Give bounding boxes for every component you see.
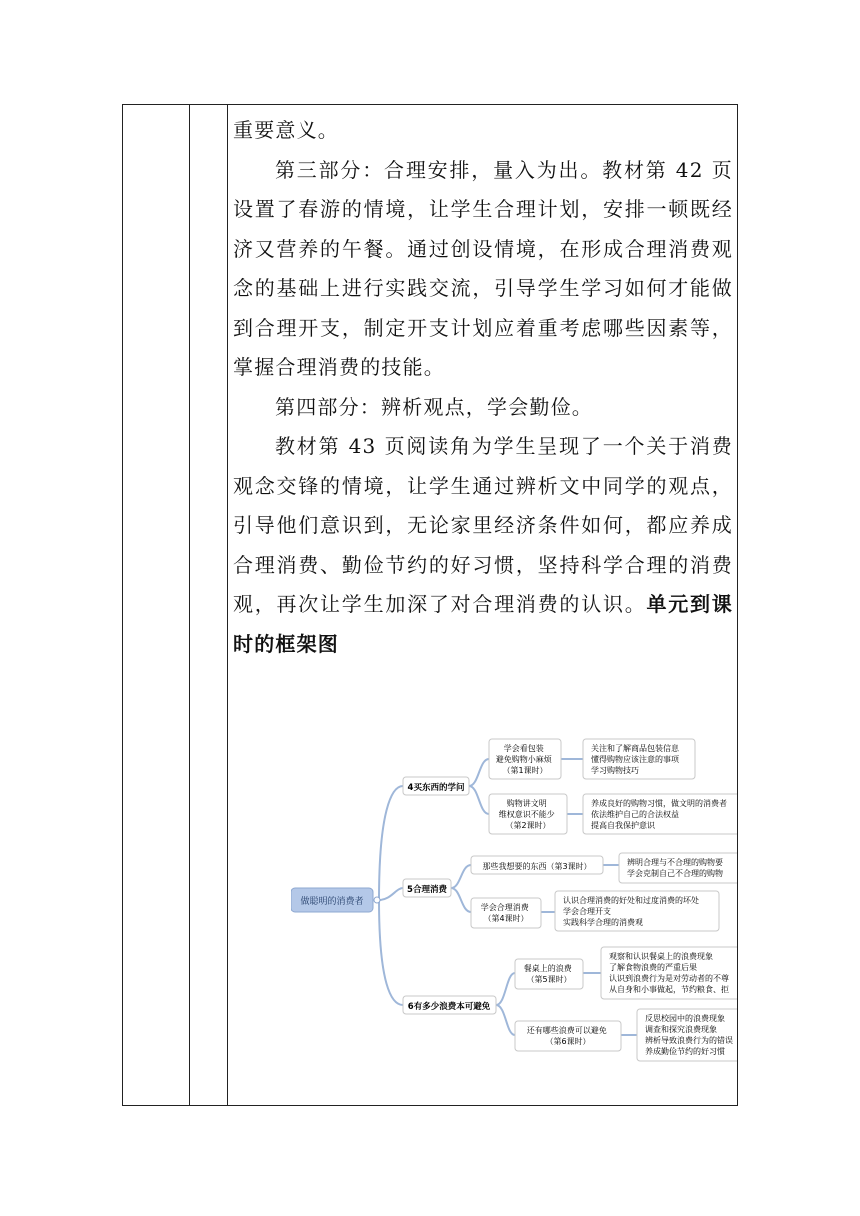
content-cell xyxy=(233,105,733,664)
column-divider-2 xyxy=(227,105,228,1105)
detail-class5-text: 观察和认识餐桌上的浪费现象 了解食物浪费的严重后果 认识到浪费行为是对劳动者的不尊 从自身和小事做起，节约粮食、拒 xyxy=(609,952,729,994)
paragraph-part3: 第三部分：合理安排，量入为出。教材第 42 页设置了春游的情境，让学生合理计划，安排一顿既经济又营养的午餐。通过创设情境，在形成合理消费观念的基础上进行实践交流，引导学生学习如何才能做到合理开支，制定开支计划应着重考虑哪些因素等，掌握合理消费的技能。 xyxy=(233,157,733,379)
detail-class4-text: 认识合理消费的好处和过度消费的坏处 学会合理开支 实践科学合理的消费观 xyxy=(563,896,699,927)
paragraph-1: 重要意义。 xyxy=(233,118,339,142)
node-lesson5-label: 5合理消费 xyxy=(407,885,447,895)
detail-class6-text: 反思校园中的浪费现象 调查和探究浪费现象 辨析导致浪费行为的错误 养成勤俭节约的好习惯 xyxy=(645,1014,733,1056)
mindmap-root-label: 做聪明的消费者 xyxy=(300,897,364,907)
node-class6-label: 还有哪些浪费可以避免 （第6课时） xyxy=(526,1026,607,1046)
root-collapse-dot xyxy=(374,897,380,903)
detail-class1-text: 关注和了解商品包装信息 懂得购物应该注意的事项 学习购物技巧 xyxy=(591,744,679,775)
node-lesson4-label: 4买东西的学问 xyxy=(407,783,465,793)
paragraph-part4-title: 第四部分：辨析观点，学会勤俭。 xyxy=(275,394,593,419)
node-lesson6-label: 6有多少浪费本可避免 xyxy=(407,1002,491,1012)
paragraph-part4-text: 教材第 43 页阅读角为学生呈现了一个关于消费观念交锋的情境，让学生通过辨析文中同学的观点，引导他们意识到，无论家里经济条件如何，都应养成合理消费、勤俭节约的好习惯，坚持科学合理的消费观，再次让学生加深了对合理消费的认识。 xyxy=(233,434,733,616)
node-class3-label: 那些我想要的东西（第3课时） xyxy=(482,862,592,871)
node-class2-label: 购物讲文明 维权意识不能少 （第2课时） xyxy=(498,799,555,830)
node-class5-label: 餐桌上的浪费 （第5课时） xyxy=(523,964,572,984)
detail-class3-text: 辨明合理与不合理的购物要 学会克制自己不合理的购物 xyxy=(627,858,723,878)
node-class1-label: 学会看包装 避免购物小麻烦 （第1课时） xyxy=(495,744,552,775)
node-class4-label: 学会合理消费 （第4课时） xyxy=(480,903,529,923)
framework-heading: 单元到课时的框架图 xyxy=(233,592,733,656)
paragraph-part4-body xyxy=(233,427,733,664)
detail-class2-text: 养成良好的购物习惯，做文明的消费者 依法维护自己的合法权益 提高自我保护意识 xyxy=(591,799,727,830)
column-divider-1 xyxy=(189,105,190,1105)
mindmap-diagram xyxy=(291,733,737,1065)
document-table xyxy=(122,104,738,1106)
